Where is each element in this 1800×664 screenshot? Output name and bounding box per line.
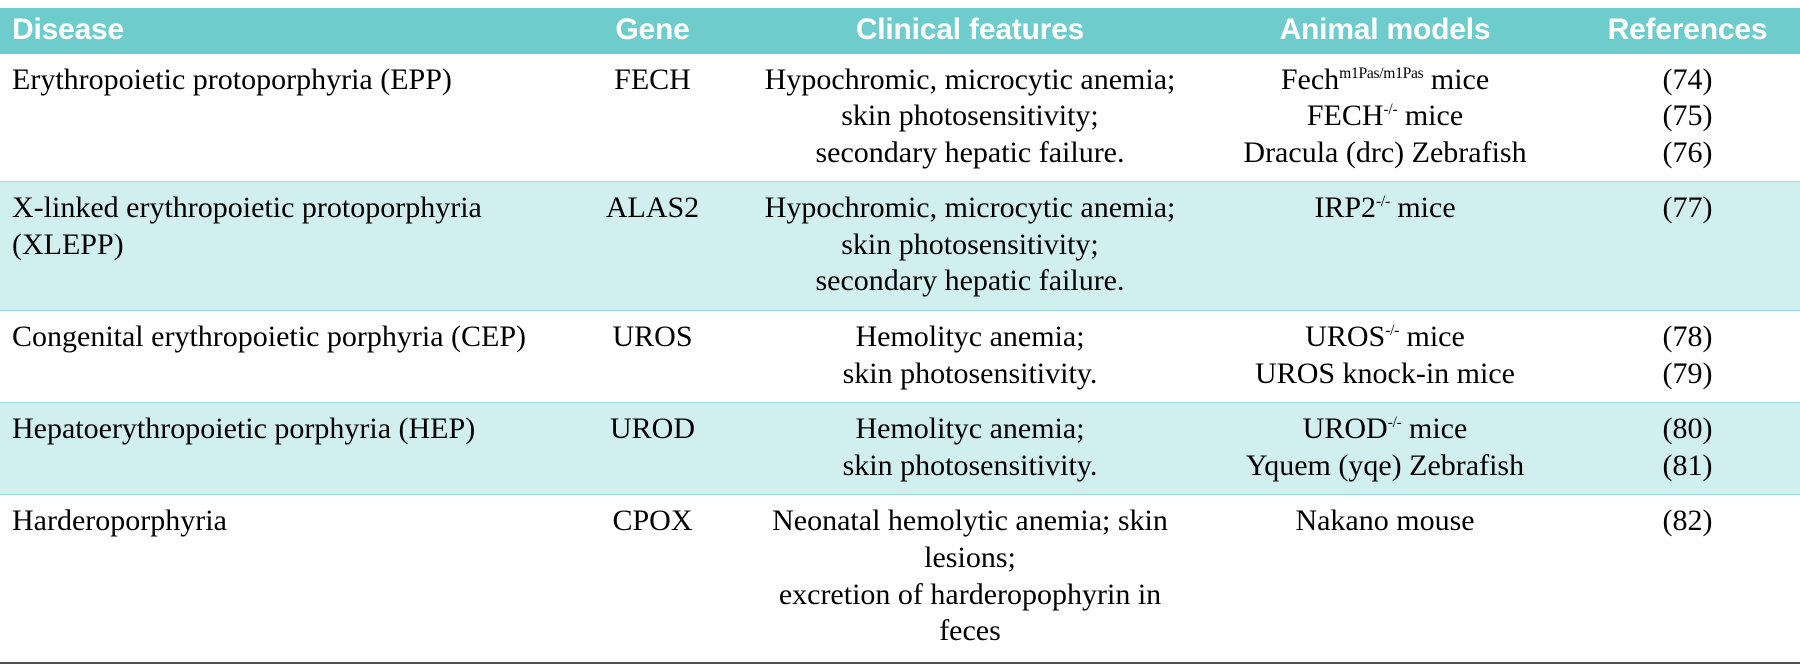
cell-animal-models (1195, 54, 1575, 182)
cell-animal-models (1195, 495, 1575, 660)
table-row (0, 495, 1800, 660)
table-row (0, 182, 1800, 311)
clinical-feature-line: Hypochromic, microcytic anemia; (764, 191, 1176, 225)
cell-gene: CPOX (560, 495, 745, 660)
column-header-gene: Gene (560, 8, 745, 54)
cell-clinical-features (745, 54, 1195, 182)
reference-line[interactable]: (78) (1662, 320, 1713, 354)
animal-model-line: FECH-/- mice (1306, 99, 1464, 133)
table-header-row (0, 8, 1800, 54)
column-header-clinical-features: Clinical features (745, 8, 1195, 54)
cell-references (1575, 182, 1800, 311)
cell-disease: Hepatoerythropoietic porphyria (HEP) (0, 403, 560, 495)
cell-animal-models (1195, 311, 1575, 403)
cell-gene: ALAS2 (560, 182, 745, 311)
cell-references (1575, 403, 1800, 495)
animal-model-line: UROS-/- mice (1305, 320, 1465, 354)
cell-references (1575, 54, 1800, 182)
clinical-feature-line: Hypochromic, microcytic anemia; (764, 62, 1176, 96)
clinical-feature-line: Neonatal hemolytic anemia; skin lesions; (772, 504, 1168, 575)
table-row (0, 311, 1800, 403)
clinical-feature-line: excretion of harderopophyrin in feces (778, 577, 1162, 648)
reference-line[interactable]: (80) (1662, 412, 1713, 446)
cell-disease: Erythropoietic protoporphyria (EPP) (0, 54, 560, 182)
animal-model-line: Dracula (drc) Zebrafish (1243, 135, 1527, 169)
clinical-feature-line: secondary hepatic failure. (815, 264, 1125, 298)
clinical-feature-line: secondary hepatic failure. (815, 135, 1125, 169)
clinical-feature-line: skin photosensitivity; (841, 227, 1099, 261)
reference-line[interactable]: (81) (1662, 448, 1713, 482)
reference-line[interactable]: (77) (1662, 191, 1713, 225)
column-header-references: References (1575, 8, 1800, 54)
reference-line[interactable]: (76) (1662, 135, 1713, 169)
reference-line[interactable]: (79) (1662, 356, 1713, 390)
cell-clinical-features (745, 311, 1195, 403)
animal-model-line: Yquem (yqe) Zebrafish (1245, 448, 1525, 482)
porphyria-table (0, 8, 1800, 660)
cell-disease: Congenital erythropoietic porphyria (CEP) (0, 311, 560, 403)
cell-clinical-features (745, 182, 1195, 311)
cell-references (1575, 311, 1800, 403)
clinical-feature-line: skin photosensitivity. (842, 448, 1098, 482)
cell-gene: FECH (560, 54, 745, 182)
table-header (0, 8, 1800, 54)
cell-gene: UROD (560, 403, 745, 495)
animal-model-line: UROS knock-in mice (1255, 356, 1515, 390)
animal-model-line: UROD-/- mice (1302, 412, 1468, 446)
animal-model-line: Nakano mouse (1295, 504, 1475, 538)
reference-line[interactable]: (82) (1662, 504, 1713, 538)
reference-line[interactable]: (75) (1662, 99, 1713, 133)
table-row (0, 403, 1800, 495)
cell-animal-models (1195, 403, 1575, 495)
clinical-feature-line: skin photosensitivity. (842, 356, 1098, 390)
animal-model-line: IRP2-/- mice (1314, 191, 1456, 225)
cell-gene: UROS (560, 311, 745, 403)
cell-clinical-features (745, 495, 1195, 660)
column-header-animal-models: Animal models (1195, 8, 1575, 54)
animal-model-line: Fech$^{m1Pas/m1Pas}$ mice (1280, 62, 1490, 96)
cell-disease: Harderoporphyria (0, 495, 560, 660)
cell-animal-models (1195, 182, 1575, 311)
column-header-disease: Disease (0, 8, 560, 54)
clinical-feature-line: Hemolityc anemia; (855, 320, 1085, 354)
table-body (0, 54, 1800, 660)
table-row (0, 54, 1800, 182)
cell-references (1575, 495, 1800, 660)
clinical-feature-line: Hemolityc anemia; (855, 412, 1085, 446)
reference-line[interactable]: (74) (1662, 62, 1713, 96)
cell-clinical-features (745, 403, 1195, 495)
cell-disease: X-linked erythropoietic protoporphyria (XLEPP) (0, 182, 560, 311)
clinical-feature-line: skin photosensitivity; (841, 99, 1099, 133)
